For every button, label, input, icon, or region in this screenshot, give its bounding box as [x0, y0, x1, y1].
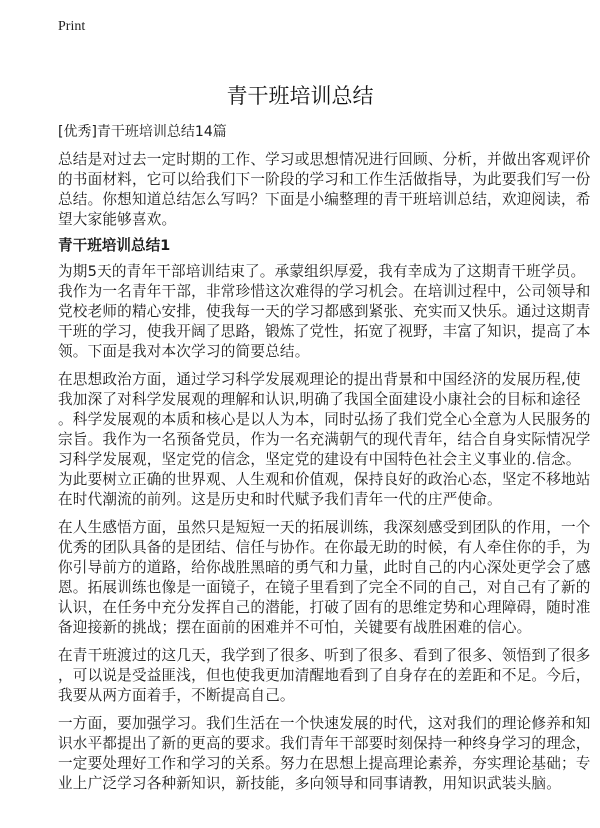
section-heading: 青干班培训总结1: [58, 237, 171, 254]
text-line: 总结。你想知道总结怎么写吗？下面是小编整理的青干班培训总结，欢迎阅读，希: [58, 191, 591, 208]
text-line: 识水平都提出了新的更高的要求。我们青年干部要时刻保持一种终身学习的理念，: [58, 735, 591, 752]
text-line: 我要从两方面着手，不断提高自己。: [58, 687, 295, 704]
text-line: 。科学发展观的本质和核心是以人为本，同时弘扬了我们党全心全意为人民服务的: [58, 411, 591, 428]
body-paragraph: [58, 370, 591, 510]
body-paragraph: [58, 262, 591, 362]
text-line: 恩。拓展训练也像是一面镜子，在镜子里看到了完全不同的自己，对自己有了新的: [58, 579, 591, 596]
text-line: 为此要树立正确的世界观、人生观和价值观，保持良好的政治心态，坚定不移地站: [58, 471, 591, 488]
text-line: 一定要处理好工作和学习的关系。努力在思想上提高理论素养，夯实理论基础；专: [58, 755, 591, 772]
body-paragraph: [58, 518, 591, 638]
text-line: 备迎接新的挑战；摆在面前的困难并不可怕，关键要有战胜困难的信心。: [58, 619, 532, 636]
text-line: 我加深了对科学发展观的理解和认识,明确了我国全面建设小康社会的目标和途径: [58, 391, 581, 408]
text-line: 领。下面是我对本次学习的简要总结。: [58, 343, 310, 360]
intro-paragraph: [58, 150, 591, 230]
text-line: 我作为一名青年干部，非常珍惜这次难得的学习机会。在培训过程中，公司领导和: [58, 283, 591, 300]
page-title: 青干班培训总结: [226, 84, 374, 108]
text-line: 一方面，要加强学习。我们生活在一个快速发展的时代，这对我们的理论修养和知: [58, 715, 591, 732]
text-line: 习科学发展观，坚定党的信念，坚定党的建设有中国特色社会主义事业的.信念。: [58, 451, 581, 468]
print-link[interactable]: Print: [58, 19, 86, 34]
text-line: 在时代潮流的前列。这是历史和时代赋予我们青年一代的庄严使命。: [58, 491, 502, 508]
text-line: 你引导前方的道路，给你战胜黑暗的勇气和力量，此时自己的内心深处更学会了感: [58, 559, 591, 576]
text-line: 党校老师的精心安排，使我每一天的学习都感到紧张、充实而又快乐。通过这期青: [58, 303, 591, 320]
text-line: 的书面材料，它可以给我们下一阶段的学习和工作生活做指导，为此要我们写一份: [58, 171, 591, 188]
text-line: 业上广泛学习各种新知识，新技能，多向领导和同事请教，用知识武装头脑。: [58, 775, 561, 792]
text-line: 优秀的团队具备的是团结、信任与协作。在你最无助的时候，有人牵住你的手，为: [58, 539, 591, 556]
text-line: 望大家能够喜欢。: [58, 211, 177, 228]
document-subtitle: [优秀]青干班培训总结14篇: [58, 124, 227, 140]
text-line: 为期5天的青年干部培训结束了。承蒙组织厚爱，我有幸成为了这期青干班学员。: [58, 263, 586, 280]
text-line: ，可以说是受益匪浅，但也使我更加清醒地看到了自身存在的差距和不足。今后，: [58, 667, 591, 684]
text-line: 总结是对过去一定时期的工作、学习或思想情况进行回顾、分析，并做出客观评价: [58, 151, 591, 168]
text-line: 认识，在任务中充分发挥自己的潜能，打破了固有的思维定势和心理障碍，随时准: [58, 599, 591, 616]
text-line: 在人生感悟方面，虽然只是短短一天的拓展训练，我深刻感受到团队的作用，一个: [58, 519, 591, 536]
text-line: 干班的学习，使我开阔了思路，锻炼了党性，拓宽了视野，丰富了知识，提高了本: [58, 323, 591, 340]
text-line: 宗旨。我作为一名预备党员，作为一名充满朝气的现代青年，结合自身实际情况学: [58, 431, 591, 448]
body-paragraph: [58, 646, 591, 706]
text-line: 在思想政治方面，通过学习科学发展观理论的提出背景和中国经济的发展历程,使: [58, 371, 581, 388]
body-paragraph: [58, 714, 591, 794]
text-line: 在青干班渡过的这几天，我学到了很多、听到了很多、看到了很多、领悟到了很多: [58, 647, 591, 664]
